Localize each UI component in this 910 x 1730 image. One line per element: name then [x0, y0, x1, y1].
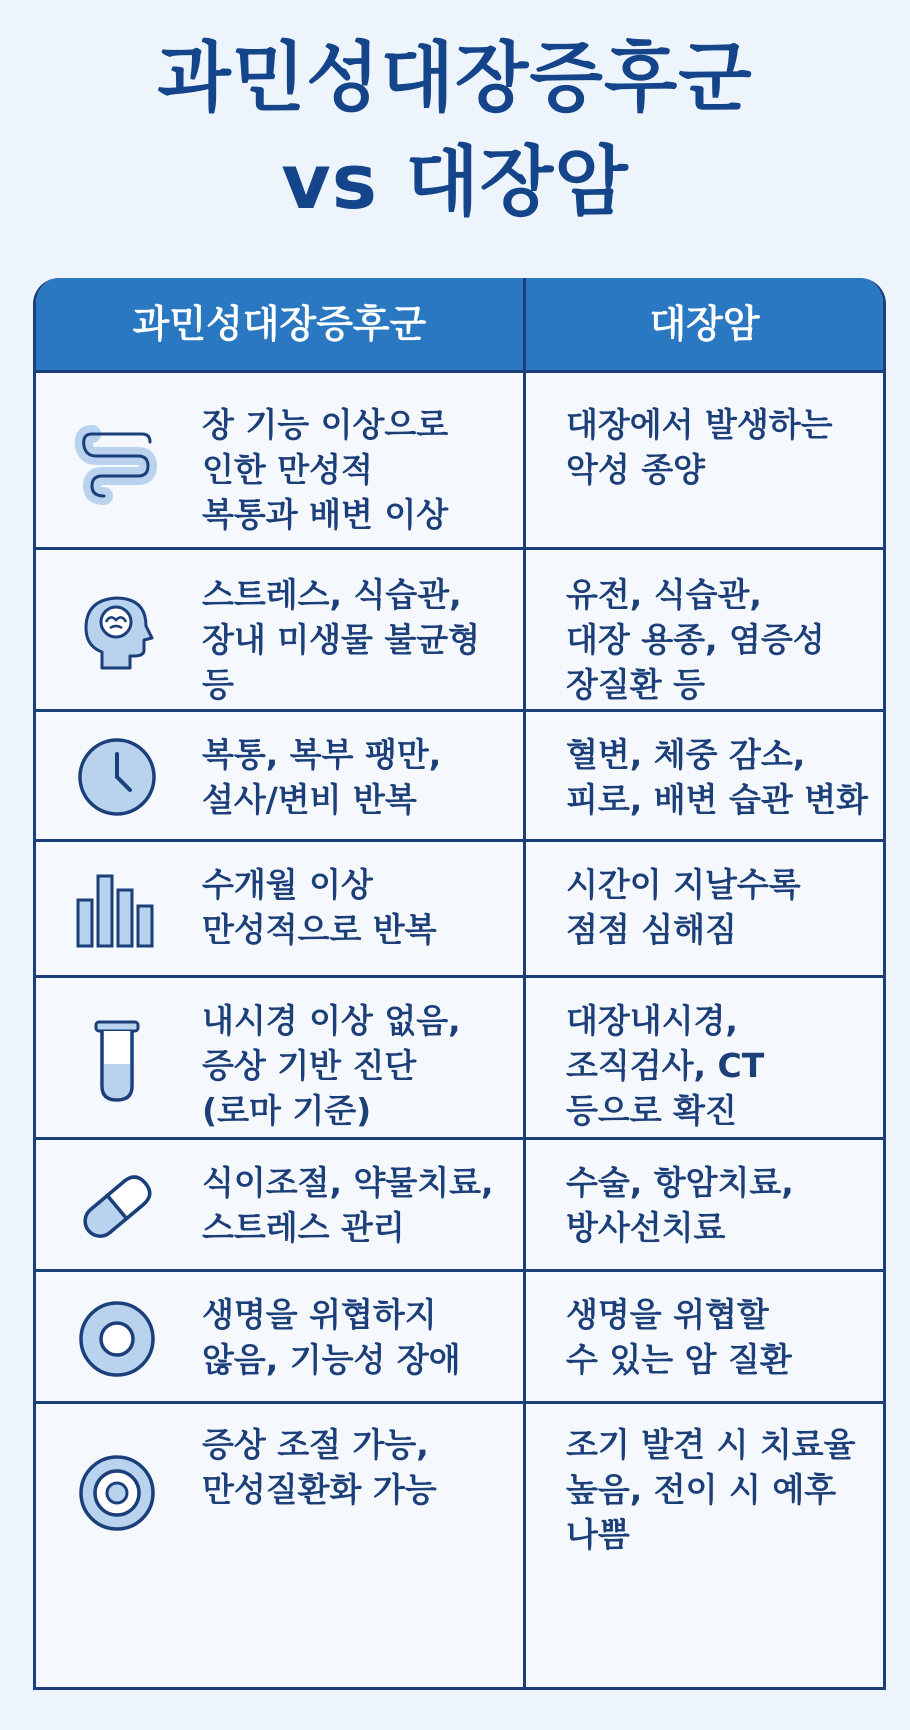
cancer-prognosis: 조기 발견 시 치료율 높음, 전이 시 예후 나쁨 [566, 1425, 856, 1554]
cancer-symptoms: 혈변, 체중 감소, 피로, 배변 습관 변화 [566, 735, 869, 819]
intestine-icon [72, 416, 162, 506]
ibs-course: 수개월 이상 만성적으로 반복 [202, 865, 437, 949]
ibs-definition: 장 기능 이상으로 인한 만성적 복통과 배변 이상 [202, 405, 449, 534]
cancer-diagnosis: 대장내시경, 조직검사, CT 등으로 확진 [566, 1001, 765, 1130]
comparison-table [33, 278, 886, 1690]
clock-icon [72, 732, 162, 822]
table-row [36, 550, 883, 712]
table-row [36, 1140, 883, 1272]
page-title: 과민성대장증후군 [157, 33, 753, 122]
header-colon-cancer: 대장암 [649, 302, 760, 346]
cancer-course: 시간이 지날수록 점점 심해짐 [566, 865, 801, 949]
table-header [36, 278, 883, 373]
table-row [36, 712, 883, 842]
ring-icon [72, 1294, 162, 1384]
column-divider [523, 278, 526, 1687]
header-ibs: 과민성대장증후군 [132, 302, 427, 346]
target-icon [72, 1448, 162, 1538]
cancer-cause: 유전, 식습관, 대장 용종, 염증성 장질환 등 [566, 575, 825, 704]
pill-capsule-icon [72, 1162, 162, 1252]
bar-chart-icon [72, 864, 162, 954]
cancer-definition: 대장에서 발생하는 악성 종양 [566, 405, 833, 489]
table-row [36, 1404, 883, 1690]
table-row [36, 842, 883, 978]
table-row [36, 1272, 883, 1404]
ibs-symptoms: 복통, 복부 팽만, 설사/변비 반복 [202, 735, 442, 819]
ibs-treatment: 식이조절, 약물치료, 스트레스 관리 [202, 1163, 494, 1247]
table-row [36, 370, 883, 550]
head-brain-icon [72, 586, 162, 676]
ibs-cause: 스트레스, 식습관, 장내 미생물 불균형 등 [202, 575, 481, 704]
ibs-diagnosis: 내시경 이상 없음, 증상 기반 진단 (로마 기준) [202, 1001, 461, 1130]
cancer-severity: 생명을 위협할 수 있는 암 질환 [566, 1295, 792, 1379]
test-tube-icon [72, 1016, 162, 1106]
ibs-severity: 생명을 위협하지 않음, 기능성 장애 [202, 1295, 461, 1379]
cancer-treatment: 수술, 항암치료, 방사선치료 [566, 1163, 794, 1247]
page-subtitle: vs 대장암 [281, 137, 629, 226]
ibs-prognosis: 증상 조절 가능, 만성질환화 가능 [202, 1425, 437, 1509]
table-row [36, 978, 883, 1140]
